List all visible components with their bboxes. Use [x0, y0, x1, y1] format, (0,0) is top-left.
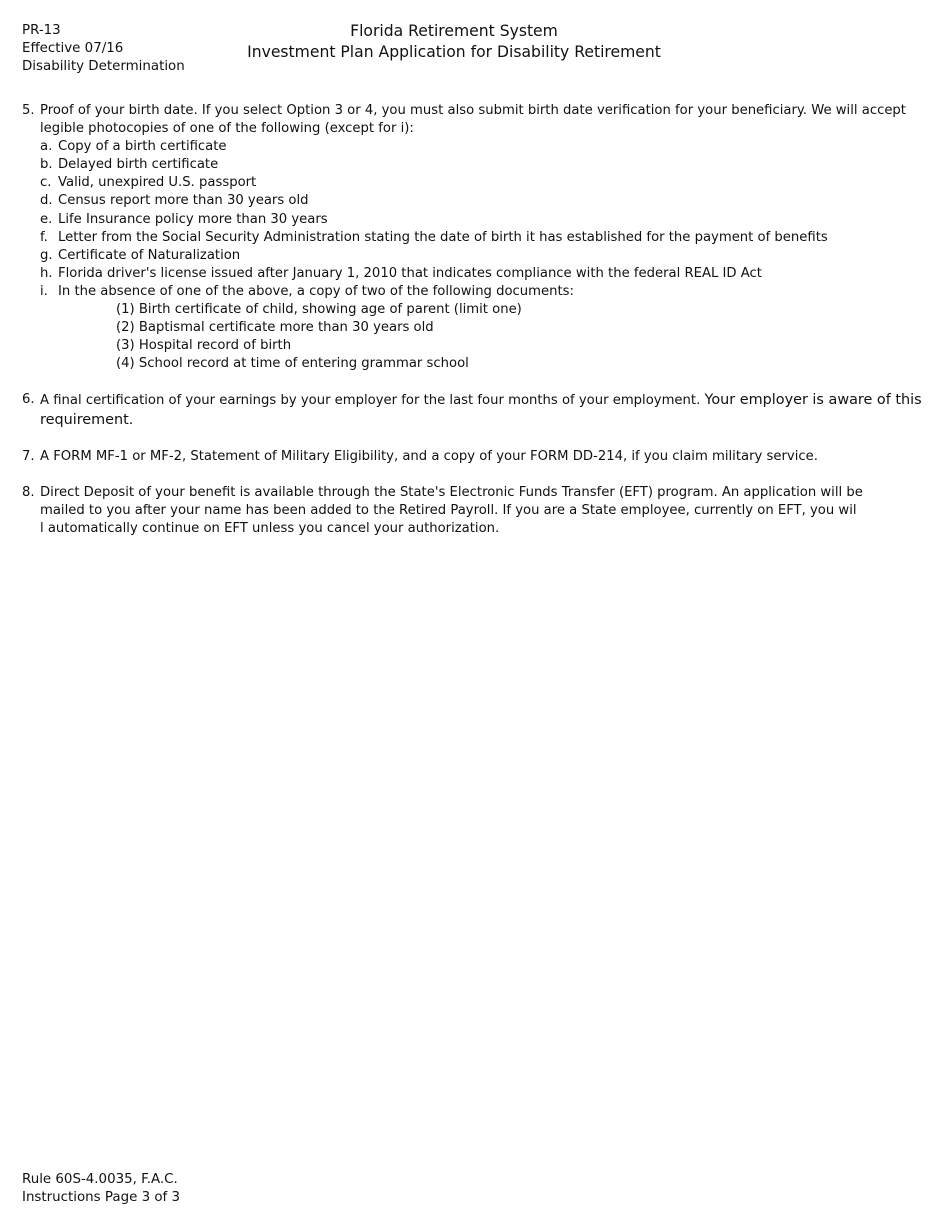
page-number: Instructions Page 3 of 3 [22, 1190, 181, 1205]
item-text-line: mailed to you after your name has been added to the Retired Payroll. If you are a State employee, currently on EFT, you wil [40, 502, 857, 518]
item-number: 5. [22, 103, 35, 118]
item-number: 6. [22, 392, 35, 408]
effective-date: Effective 07/16 [22, 41, 124, 56]
list-item: e. Life Insurance policy more than 30 years [40, 211, 328, 227]
instruction-item-8 [22, 484, 922, 538]
list-item: c. Valid, unexpired U.S. passport [40, 175, 257, 191]
document-item: (2) Baptismal certificate more than 30 years old [116, 320, 434, 336]
spacer [22, 466, 922, 484]
page-subtitle: Investment Plan Application for Disability Retirement [247, 43, 661, 61]
list-item: f. Letter from the Social Security Administration stating the date of birth it has established for the payment of benefits [40, 229, 828, 245]
instruction-item-6 [22, 391, 922, 429]
item-number: 7. [22, 448, 35, 464]
document-item: (3) Hospital record of birth [116, 338, 292, 354]
page-footer [22, 1171, 180, 1207]
list-item: i. In the absence of one of the above, a copy of two of the following documents: [40, 283, 574, 299]
item-text: A final certification of your earnings by your employer for the last four months of your employment. Your employer is aware of this requirement. [40, 392, 922, 428]
instruction-item-7 [22, 448, 922, 466]
list-item: h. Florida driver's license issued after January 1, 2010 that indicates compliance with the federal REAL ID Act [40, 265, 762, 281]
instructions-body [22, 102, 922, 538]
document-list [40, 301, 922, 373]
document-item: (1) Birth certificate of child, showing age of parent (limit one) [116, 302, 522, 318]
list-item: g. Certificate of Naturalization [40, 247, 241, 263]
document-item: (4) School record at time of entering grammar school [116, 356, 469, 372]
item-text-line: l automatically continue on EFT unless you cancel your authorization. [40, 520, 500, 536]
spacer [22, 430, 922, 448]
form-id: PR-13 [22, 23, 61, 38]
list-item: d. Census report more than 30 years old [40, 193, 309, 209]
form-identifier-block [22, 22, 185, 76]
page-title: Florida Retirement System [350, 22, 558, 40]
item-text: Proof of your birth date. If you select Option 3 or 4, you must also submit birth date verification for your beneficiary. We will accept legible photocopies of one of the following (except for i): [40, 103, 906, 137]
list-item: a. Copy of a birth certificate [40, 139, 227, 155]
item-number: 8. [22, 484, 35, 500]
item-text: A FORM MF-1 or MF-2, Statement of Military Eligibility, and a copy of your FORM DD-214, if you claim military service. [40, 448, 818, 464]
item-text-line: Direct Deposit of your benefit is available through the State's Electronic Funds Transfer (EFT) program. An application will be [40, 484, 863, 500]
instruction-item-5 [22, 102, 922, 373]
spacer [22, 373, 922, 391]
page-title-block [200, 21, 708, 63]
employer-notice: Your employer is aware of this requirement. [40, 392, 922, 428]
list-item: b. Delayed birth certificate [40, 157, 219, 173]
form-category: Disability Determination [22, 59, 185, 74]
rule-reference: Rule 60S-4.0035, F.A.C. [22, 1172, 178, 1187]
